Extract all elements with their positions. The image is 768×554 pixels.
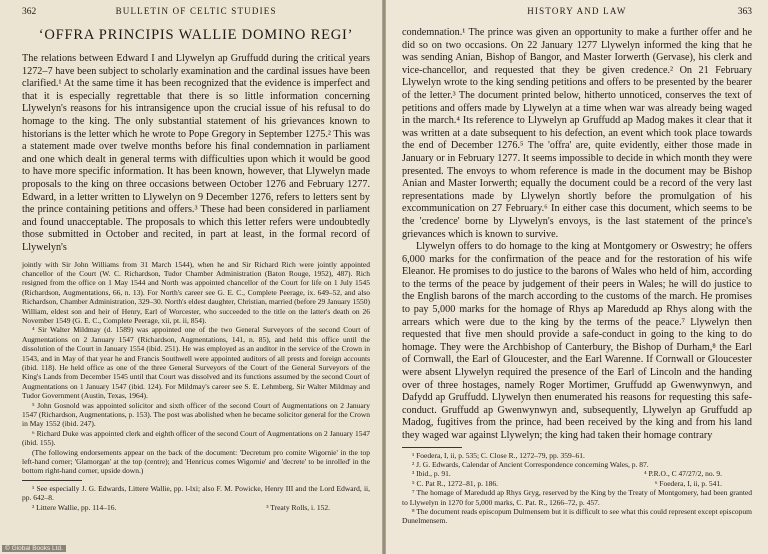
left-continued-notes	[22, 260, 370, 476]
footnote-1-left: ¹ See especially J. G. Edwards, Littere Wallie, pp. l-lxi; also F. M. Powicke, Henry III and the Lord Edward, ii, pp. 642–8.	[22, 483, 370, 503]
note-4: ⁴ Sir Walter Mildmay (d. 1589) was appointed one of the two General Surveyors of the second Court of Augmentations on 2 January 1547 (Richardson, Augmentations, 141, n. 85), and held this office until the dissolution of the Court in January 1554 (ibid. 251). He was employed as an auditor in the service of the Crown in 1543, and in May of that year he and Francis Southwell were appointed auditors of all prests and foreign accounts (ibid. 118). He held office as one of the three General Surveyors of the Court of the General Surveyors of the King's Lands from December 1545 until that Court was dissolved and its functions assumed by the second Court of Augmentations on 1 January 1547 (ibid. 124). For Mildmay's career see S. E. Lehmberg, Sir Walter Mildmay and Tudor Government (Austin, Texas, 1964).	[22, 325, 370, 401]
note-continuation: jointly with Sir John Williams from 31 March 1544), when he and Sir Richard Rich were jointly appointed chancellor of the Court (W. C. Richardson, Tudor Chamber Administration (Baton Rouge, 1952), 487). Rich resigned from the office on 1 May 1544 and North was appointed chancellor of the Court for life on 1 July 1545 (Richardson, Augmentations, 66, n. 13). For North's career see G. E. C., Complete Peerage, ix. 649–52, and also Richardson, Chamber Administration, 329–30. North's eldest daughter, Christian, married (before 29 January 1550) William, eldest son and heir of Henry, Earl of Worcester, who succeeded to the title on the latter's death on 26 November 1549 (G. E. C., Complete Peerage, xii, pt. ii, 854).	[22, 259, 370, 325]
footnote-row-3-right	[402, 469, 752, 478]
running-head-title-left: BULLETIN OF CELTIC STUDIES	[115, 6, 277, 16]
footnote-7-right: ⁷ The homage of Maredudd ap Rhys Gryg, reserved by the King by the Treaty of Montgomery, had been granted to Llywelyn in 1270 for 5,000 marks, C. Pat. R., 1266–72, p. 457.	[402, 488, 752, 507]
footnote-2-left: ² Littere Wallie, pp. 114–16.	[32, 502, 117, 512]
footnote-6-right: ⁶ Foedera, I, ii, p. 541.	[654, 478, 722, 488]
right-paragraph-2: Llywelyn offers to do homage to the king at Montgomery or Oswestry; he offers 6,000 marks for the confirmation of the peace and for the restoration of his wife Eleanor. He promises to do justice to the barons of Wales who held of him, according to the terms of the peace by judgement of their peers in Wales; he will do justice to the English barons of the march according to the customs of the march. He promises to pay 5,000 marks for the homage of Rhys ap Maredudd ap Rhys along with the arrears which were due to the king by the terms of the peace.⁷ Llywelyn then requested that five men should provide a safe-conduct in going to the king to do homage. They were the Archbishop of Canterbury, the Bishop of Durham,⁸ the Earl of Cornwall, the Earl of Gloucester, and the Earl Warenne. If Cornwall or Gloucester were absent Llywelyn required the presence of the Earl of Lincoln and the handing over of three hostages, namely Roger Mortimer, Gruffudd ap Gwenwynwyn, and Dafydd ap Gruffudd. Llywelyn then enumerated his reasons for requesting this safe-conduct. Gruffudd ap Gwenwynwyn and, subsequently, Llywelyn ap Gruffudd ap Madog, fugitives from the prince, had been received by the king and from his land they waged war against Llywelyn; the king had taken their homage contrary	[402, 241, 752, 441]
footnote-rule-left	[22, 480, 82, 481]
page-number-right: 363	[737, 7, 752, 17]
right-footnotes	[402, 451, 752, 526]
page-number-left: 362	[22, 7, 37, 17]
right-page	[386, 0, 768, 554]
right-paragraph-1: condemnation.¹ The prince was given an opportunity to make a further offer and he did so on two occasions. On 22 January 1277 Llywelyn informed the king that he was sending Anian, Bishop of Bangor, and Master Iorwerth (Gervase), his clerk and vice-chancellor, and requested that they be given credence.² On 21 February Llywelyn wrote to the king sending petitions and offers to be presented by the bearer of the letter.³ The document printed below, hitherto unnoticed, conserves the text of petitions and offers made by Llywelyn at a time when war was already being waged in the march.⁴ Its reference to Llywelyn ap Gruffudd ap Madog makes it clear that it was written at a date subsequent to his defection, an event which took place towards the end of December 1276.⁵ The 'offra' are, quite evidently, either those made in January or in February 1277. It seems impossible to decide in which month they were presented. The envoys to whom reference is made in the document may be Bishop Anian and Master Iorwerth; equally the document could be a record of the very last representations made by Llywelyn shortly before the promulgation of his excommunication on 27 February.⁶ In either case this document, which seems to be the 'credence' borne by Llywelyn's envoys, is the last statement of the prince's grievances which is known to survive.	[402, 27, 752, 240]
footnote-rule-right	[402, 447, 462, 448]
footnote-8-right: ⁸ The document reads episcopum Dulmensem but it is difficult to see what this could represent except episcopum Dunelmensem.	[402, 507, 752, 526]
footnote-2-right: ² J. G. Edwards, Calendar of Ancient Correspondence concerning Wales, p. 87.	[412, 460, 649, 469]
footnote-3-left: ³ Treaty Rolls, i. 152.	[266, 502, 330, 512]
article-title: ‘OFFRA PRINCIPIS WALLIE DOMINO REGI’	[38, 27, 354, 43]
note-5: ⁵ John Gosnold was appointed solicitor and sixth officer of the second Court of Augmentations on 2 January 1547 (Richardson, Augmentations, p. 153). The post was abolished when he became solicitor general for the Crown in May 1552 (ibid. 247).	[22, 400, 370, 429]
running-head-right	[402, 6, 752, 17]
left-footnotes	[22, 484, 370, 512]
note-endorsements: (The following endorsements appear on the back of the document: 'Decretum pro comite Wigornie' in the top left-hand corner; 'Glamorgan' at the top (centre); and 'Henricus comes Wigornie' and 'decrete' to be inrolled' in the bottom right-hand corner, upside down.)	[22, 447, 370, 476]
left-body-text	[22, 53, 370, 255]
note-6: ⁶ Richard Duke was appointed clerk and eighth officer of the second Court of Augmentations on 2 January 1547 (ibid. 155).	[22, 428, 370, 448]
left-page	[0, 0, 382, 554]
running-head-left	[22, 6, 370, 17]
footnote-1-right: ¹ Foedera, I, ii, p. 535; C. Close R., 1272–79, pp. 359–61.	[412, 450, 585, 460]
footnote-4-right: ⁴ P.R.O., C 47/27/2, no. 9.	[643, 469, 722, 479]
footnote-row-5-right	[402, 479, 752, 488]
footnote-5-right: ⁵ C. Pat R., 1272–81, p. 186.	[412, 478, 498, 488]
footnote-row-2-left	[22, 503, 370, 512]
left-paragraph-1: The relations between Edward I and Llywelyn ap Gruffudd during the critical years 1272–7 have been subject to scholarly examination and the cardinal issues have been clarified.¹ At the same time it has been recognized that the evidence is imperfect and that it is especially regrettable that there is so little information concerning Llywelyn's reasons for his intransigence upon the crucial issue of his refusal to do homage to the king. The only substantial statement of his grievances known to historians is the letter which he wrote to Pope Gregory in September 1275.² This was a statement made over twelve months before his final condemnation in parliament and one which dealt in general terms with difficulties upon which it would be good to have more specific information. It has been known, however, that Llywelyn made proposals to the king on three occasions between October 1276 and February 1277. Edward, in a letter written to Llywelyn on 9 December 1276, refers to letters sent by the prince containing petitions and offers.³ These had been considered in parliament and found unacceptable. The proposals to which this letter refers were undoubtedly those submitted in October and recited, in part at least, in the formal record of Llywelyn's	[22, 53, 370, 253]
right-body-text	[402, 27, 752, 443]
running-head-title-right: HISTORY AND LAW	[527, 6, 627, 16]
watermark: © Global Books Ltd.	[2, 545, 66, 552]
footnote-3-right: ³ Ibid., p. 91.	[412, 469, 451, 479]
